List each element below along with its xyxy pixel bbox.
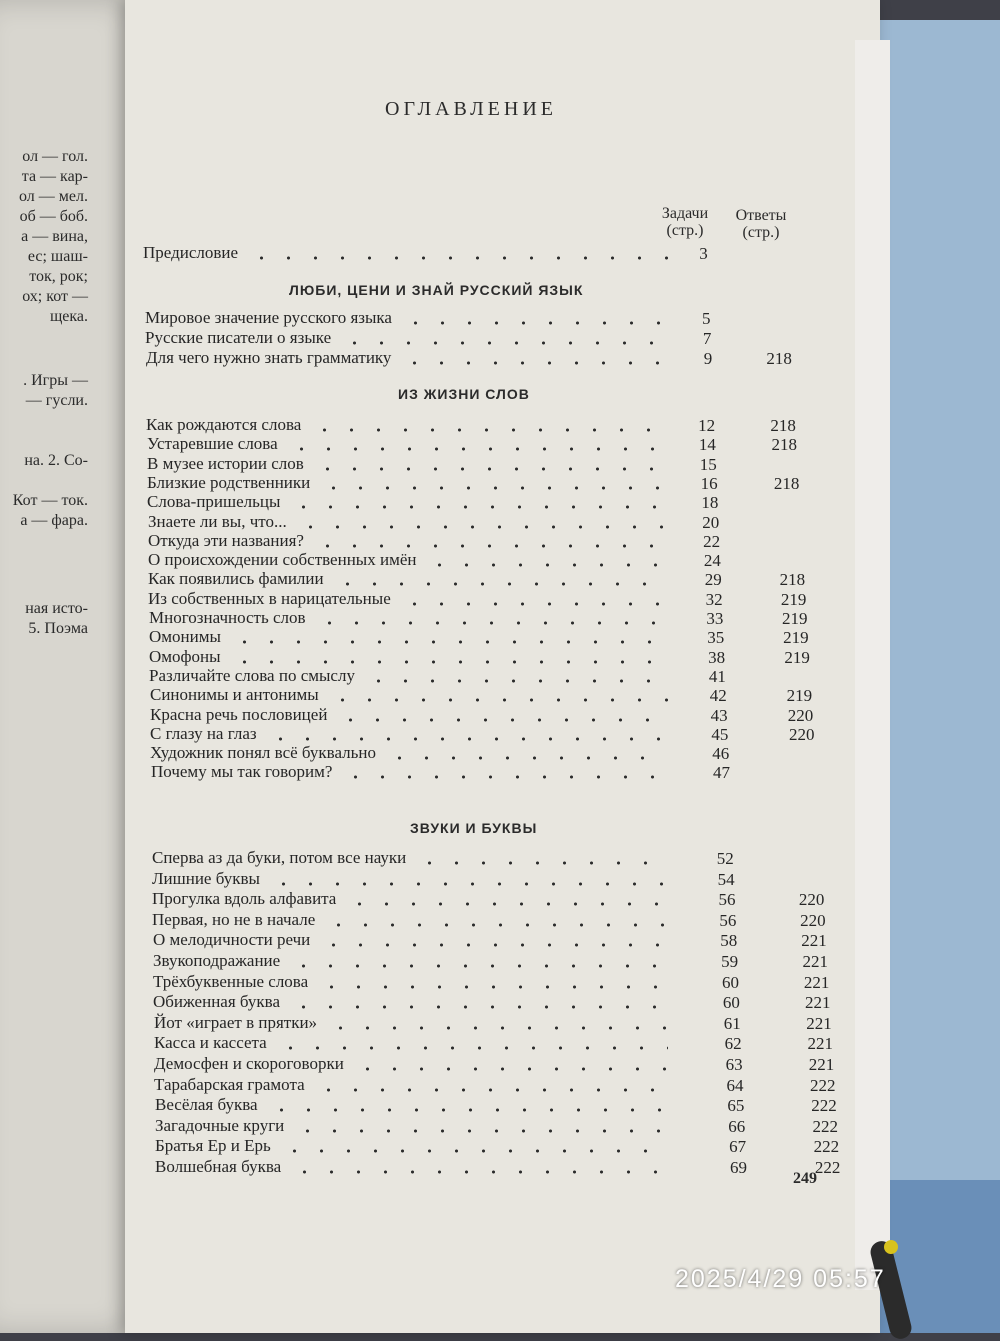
toc-task-page: 43 bbox=[710, 706, 728, 725]
left-page-fragment: та — кар- bbox=[21, 168, 88, 185]
toc-entry-label: Слова-пришельцы bbox=[147, 492, 281, 511]
toc-leader-dots bbox=[248, 256, 668, 260]
toc-task-page: 20 bbox=[702, 513, 720, 532]
toc-entry-label: Братья Ер и Ерь bbox=[155, 1136, 271, 1155]
toc-leader-dots bbox=[320, 486, 668, 490]
toc-leader-dots bbox=[311, 428, 668, 432]
page-number: 249 bbox=[793, 1170, 817, 1187]
toc-answer-page: 221 bbox=[803, 973, 830, 992]
toc-answer-page: 222 bbox=[810, 1076, 836, 1095]
answers-column-header bbox=[725, 207, 797, 241]
toc-answer-page: 222 bbox=[811, 1096, 837, 1115]
toc-leader-dots bbox=[290, 1005, 668, 1009]
toc-entry-label: Предисловие bbox=[143, 243, 239, 262]
toc-answer-page: 218 bbox=[773, 474, 800, 493]
toc-entry-label: Как рождаются слова bbox=[146, 415, 302, 434]
toc-leader-dots bbox=[316, 621, 668, 625]
toc-answer-page: 219 bbox=[780, 590, 807, 609]
toc-entry-label: Волшебная буква bbox=[155, 1157, 282, 1176]
toc-section-heading: ИЗ ЖИЗНИ СЛОВ bbox=[398, 386, 530, 402]
photo-timestamp: 2025/4/29 05:57 bbox=[675, 1265, 886, 1293]
toc-leader-dots bbox=[354, 1067, 668, 1071]
toc-task-page: 29 bbox=[704, 570, 722, 589]
toc-leader-dots bbox=[314, 544, 668, 548]
page-title: ОГЛАВЛЕНИЕ bbox=[385, 98, 557, 120]
left-page-fragment: ол — мел. bbox=[19, 188, 88, 205]
toc-entry-label: В музее истории слов bbox=[147, 454, 304, 473]
toc-task-page: 67 bbox=[729, 1137, 747, 1156]
tasks-column-unit: (стр.) bbox=[666, 222, 704, 239]
left-page-fragment: а — вина, bbox=[21, 228, 88, 245]
toc-leader-dots bbox=[290, 964, 668, 968]
toc-leader-dots bbox=[270, 882, 668, 886]
toc-task-page: 66 bbox=[728, 1117, 746, 1136]
toc-answer-page: 219 bbox=[786, 686, 813, 705]
toc-entry-label: Многозначность слов bbox=[149, 608, 306, 627]
toc-entry-label: Первая, но не в начале bbox=[152, 910, 316, 929]
toc-entry-label: Весёлая буква bbox=[155, 1095, 258, 1114]
toc-entry-label: Откуда эти названия? bbox=[148, 531, 304, 550]
toc-entry-label: Обиженная буква bbox=[153, 992, 281, 1011]
toc-leader-dots bbox=[318, 985, 668, 989]
toc-entry-label: Устаревшие слова bbox=[147, 434, 278, 453]
toc-task-page: 58 bbox=[720, 931, 738, 950]
toc-task-page: 9 bbox=[703, 349, 713, 368]
left-page-fragment: ох; кот — bbox=[22, 288, 88, 305]
toc-entry-label: Из собственных в нарицательные bbox=[148, 589, 391, 608]
toc-entry-label: Как появились фамилии bbox=[148, 569, 324, 588]
left-page-fragment: ток, рок; bbox=[29, 268, 88, 285]
toc-entry-label: Синонимы и антонимы bbox=[150, 685, 319, 704]
toc-leader-dots bbox=[297, 525, 668, 529]
left-page-fragment: . Игры — bbox=[23, 372, 88, 389]
page-fold bbox=[855, 40, 890, 1290]
toc-leader-dots bbox=[386, 756, 668, 760]
toc-task-page: 47 bbox=[713, 763, 731, 782]
toc-leader-dots bbox=[401, 602, 668, 606]
toc-leader-dots bbox=[334, 582, 668, 586]
toc-leader-dots bbox=[416, 861, 668, 865]
toc-answer-page: 218 bbox=[766, 349, 792, 368]
toc-entry-label: О происхождении собственных имён bbox=[148, 550, 417, 569]
toc-answer-page: 222 bbox=[814, 1158, 841, 1177]
toc-task-page: 5 bbox=[701, 309, 711, 328]
toc-answer-page: 220 bbox=[800, 911, 826, 930]
toc-task-page: 52 bbox=[716, 849, 734, 868]
toc-entry-label: Сперва аз да буки, потом все науки bbox=[152, 848, 407, 867]
toc-answer-page: 220 bbox=[788, 725, 815, 744]
toc-entry-label: Омофоны bbox=[149, 647, 221, 666]
toc-task-page: 54 bbox=[717, 870, 735, 889]
toc-answer-page: 218 bbox=[771, 435, 798, 454]
toc-answer-page: 219 bbox=[784, 648, 810, 667]
toc-task-page: 14 bbox=[698, 435, 716, 454]
toc-task-page: 61 bbox=[723, 1014, 741, 1033]
toc-entry-label: Для чего нужно знать грамматику bbox=[146, 348, 392, 367]
toc-leader-dots bbox=[342, 775, 668, 779]
toc-task-page: 22 bbox=[703, 532, 721, 551]
toc-task-page: 60 bbox=[722, 973, 740, 992]
toc-entry-label: Звукоподражание bbox=[153, 951, 281, 970]
toc-task-page: 63 bbox=[725, 1055, 743, 1074]
toc-task-page: 56 bbox=[719, 911, 737, 930]
toc-entry-label: Тарабарская грамота bbox=[154, 1075, 305, 1094]
toc-entry-label: Йот «играет в прятки» bbox=[154, 1013, 318, 1032]
toc-section-heading: ЗВУКИ И БУКВЫ bbox=[410, 820, 538, 836]
toc-answer-page: 218 bbox=[770, 416, 796, 435]
toc-entry-label: Загадочные круги bbox=[155, 1116, 285, 1135]
toc-task-page: 64 bbox=[726, 1076, 744, 1095]
answers-column-unit: (стр.) bbox=[742, 224, 780, 241]
toc-entry-label: Красна речь пословицей bbox=[150, 705, 328, 724]
toc-task-page: 59 bbox=[721, 952, 739, 971]
tasks-column-label: Задачи bbox=[661, 205, 709, 222]
toc-answer-page: 221 bbox=[802, 952, 829, 971]
toc-answer-page: 221 bbox=[805, 993, 831, 1012]
toc-entry-label: Омонимы bbox=[149, 627, 221, 646]
toc-leader-dots bbox=[402, 321, 668, 325]
toc-answer-page: 222 bbox=[812, 1117, 838, 1136]
toc-task-page: 56 bbox=[718, 890, 736, 909]
toc-leader-dots bbox=[365, 679, 668, 683]
tasks-column-header bbox=[653, 205, 717, 239]
left-page-fragment: ол — гол. bbox=[22, 148, 88, 165]
toc-answer-page: 221 bbox=[807, 1034, 833, 1053]
left-page-fragment: ес; шаш- bbox=[27, 248, 88, 265]
toc-task-page: 16 bbox=[700, 474, 718, 493]
toc-entry-label: О мелодичности речи bbox=[153, 930, 311, 949]
toc-entry-label: Трёхбуквенные слова bbox=[153, 972, 309, 991]
toc-entry-label: Демосфен и скороговорки bbox=[154, 1054, 344, 1073]
toc-leader-dots bbox=[291, 1170, 668, 1174]
answers-column-label: Ответы bbox=[735, 207, 787, 224]
toc-task-page: 12 bbox=[698, 416, 716, 435]
toc-section-heading: ЛЮБИ, ЦЕНИ И ЗНАЙ РУССКИЙ ЯЗЫК bbox=[289, 282, 584, 298]
left-page-fragment: об — боб. bbox=[19, 208, 88, 225]
toc-task-page: 62 bbox=[724, 1034, 742, 1053]
toc-entry-label: Мировое значение русского языка bbox=[145, 308, 392, 327]
toc-entry-label: Близкие родственники bbox=[147, 473, 311, 492]
toc-leader-dots bbox=[426, 563, 668, 567]
toc-answer-page: 222 bbox=[813, 1137, 840, 1156]
toc-leader-dots bbox=[294, 1129, 668, 1133]
toc-leader-dots bbox=[329, 698, 668, 702]
toc-answer-page: 220 bbox=[798, 890, 825, 909]
toc-task-page: 3 bbox=[699, 244, 708, 263]
toc-answer-page: 221 bbox=[801, 931, 827, 950]
toc-task-page: 38 bbox=[708, 648, 726, 667]
toc-task-page: 41 bbox=[708, 667, 726, 686]
toc-task-page: 18 bbox=[701, 493, 719, 512]
toc-entry-label: Почему мы так говорим? bbox=[151, 762, 333, 781]
toc-task-page: 35 bbox=[707, 628, 725, 647]
left-page-fragment: Кот — ток. bbox=[12, 492, 88, 509]
toc-answer-page: 221 bbox=[806, 1014, 832, 1033]
toc-entry-label: Художник понял всё буквально bbox=[150, 743, 376, 762]
left-page-fragment: — гусли. bbox=[25, 392, 88, 409]
toc-task-page: 32 bbox=[705, 590, 723, 609]
toc-entry-label: Знаете ли вы, что... bbox=[148, 512, 287, 531]
left-page-fragment: 5. Поэма bbox=[28, 620, 88, 637]
toc-leader-dots bbox=[288, 447, 668, 451]
toc-leader-dots bbox=[320, 943, 668, 947]
toc-task-page: 45 bbox=[711, 725, 729, 744]
toc-task-page: 7 bbox=[702, 329, 712, 348]
toc-answer-page: 218 bbox=[779, 570, 806, 589]
left-page-fragment: щека. bbox=[49, 308, 88, 325]
toc-entry-label: Лишние буквы bbox=[152, 869, 260, 888]
toc-task-page: 15 bbox=[699, 455, 717, 474]
toc-task-page: 65 bbox=[727, 1096, 745, 1115]
toc-task-page: 24 bbox=[703, 551, 721, 570]
toc-leader-dots bbox=[325, 923, 668, 927]
toc-leader-dots bbox=[401, 361, 668, 365]
toc-leader-dots bbox=[231, 660, 668, 664]
toc-task-page: 60 bbox=[722, 993, 740, 1012]
toc-leader-dots bbox=[314, 467, 668, 471]
toc-entry-label: Различайте слова по смыслу bbox=[149, 666, 355, 685]
toc-leader-dots bbox=[268, 1108, 668, 1112]
toc-leader-dots bbox=[337, 718, 668, 722]
toc-leader-dots bbox=[281, 1149, 668, 1153]
toc-answer-page: 219 bbox=[783, 628, 809, 647]
pen-tip bbox=[884, 1240, 898, 1254]
toc-leader-dots bbox=[346, 902, 668, 906]
toc-task-page: 33 bbox=[706, 609, 724, 628]
toc-entry-label: Прогулка вдоль алфавита bbox=[152, 889, 337, 908]
toc-entry-label: Касса и кассета bbox=[154, 1033, 267, 1052]
left-page-fragment: на. 2. Со- bbox=[24, 452, 88, 469]
toc-leader-dots bbox=[341, 341, 668, 345]
toc-leader-dots bbox=[327, 1026, 668, 1030]
toc-answer-page: 219 bbox=[781, 609, 808, 628]
toc-leader-dots bbox=[315, 1088, 668, 1092]
left-page-fragment: а — фара. bbox=[20, 512, 88, 529]
toc-task-page: 69 bbox=[730, 1158, 747, 1177]
toc-leader-dots bbox=[231, 640, 668, 644]
toc-entry-label: С глазу на глаз bbox=[150, 724, 257, 743]
toc-task-page: 46 bbox=[712, 744, 730, 763]
left-page-fragment: ная исто- bbox=[25, 600, 88, 617]
toc-leader-dots bbox=[277, 1046, 668, 1050]
toc-answer-page: 220 bbox=[787, 706, 814, 725]
toc-answer-page: 221 bbox=[808, 1055, 835, 1074]
toc-task-page: 42 bbox=[709, 686, 727, 705]
toc-leader-dots bbox=[290, 505, 668, 509]
toc-leader-dots bbox=[267, 737, 668, 741]
toc-entry-label: Русские писатели о языке bbox=[145, 328, 332, 347]
